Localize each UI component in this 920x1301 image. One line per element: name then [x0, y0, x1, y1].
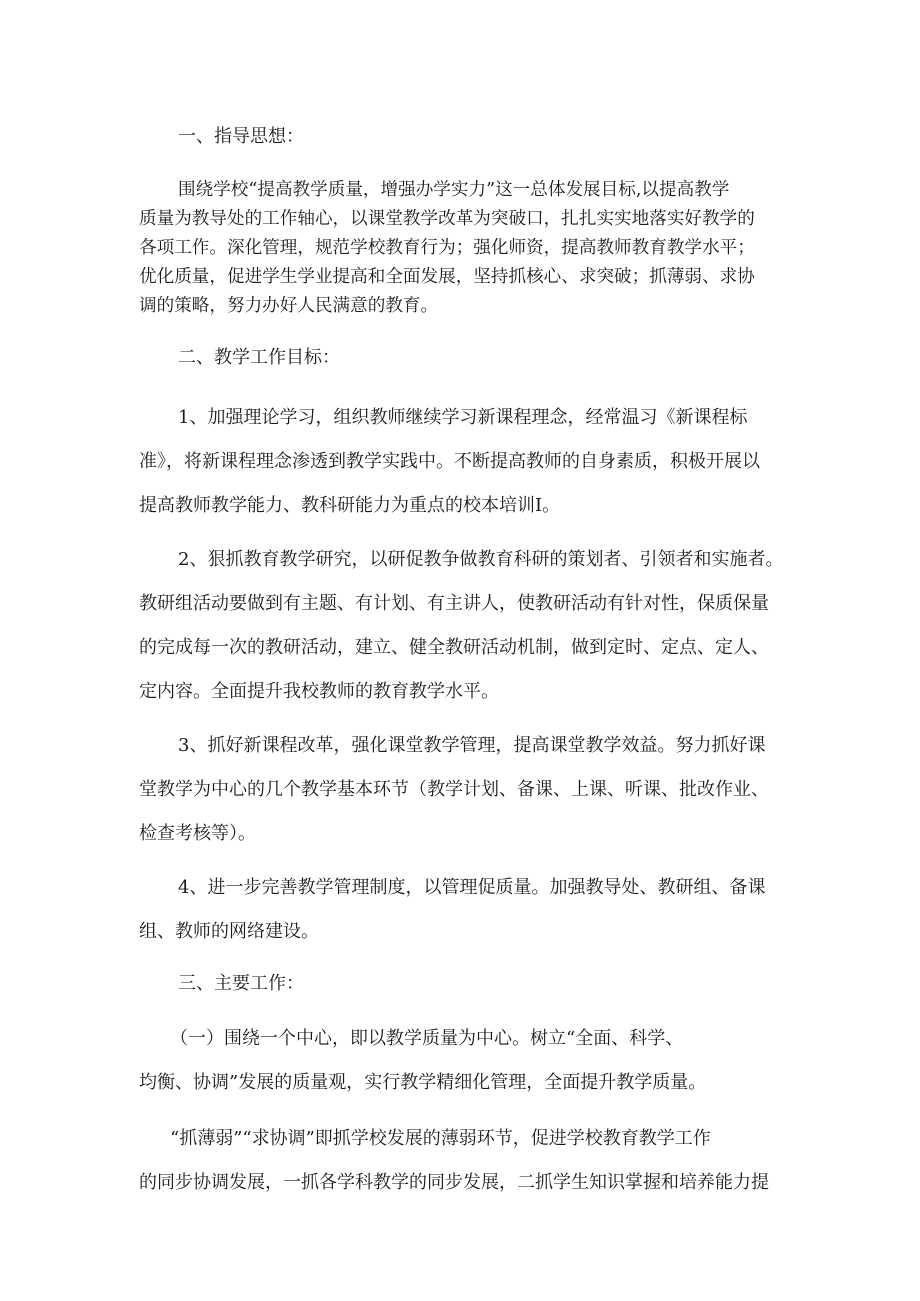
- goal-item-1-line: 提高教师教学能力、教科研能力为重点的校本培训Ⅰ。: [139, 495, 561, 516]
- goal-item-3-line: 3、抓好新课程改革，强化课堂教学管理，提高课堂教学效益。努力抓好课: [178, 735, 766, 756]
- goal-item-3-line: 堂教学为中心的几个教学基本环节（教学计划、备课、上课、听课、批改作业、: [139, 779, 769, 800]
- goal-item-1-line: 准》，将新课程理念渗透到教学实践中。不断提高教师的自身素质，积极开展以: [139, 451, 760, 472]
- paragraph-line: 各项工作。深化管理，规范学校教育行为；强化师资，提高教师教育教学水平；: [139, 238, 755, 258]
- paragraph-line: 调的策略，努力办好人民满意的教育。: [139, 296, 439, 316]
- main-work-para-line: “抓薄弱”“求协调”即抓学校发展的薄弱环节，促进学校教育教学工作: [170, 1128, 711, 1149]
- paragraph-line: 质量为教导处的工作轴心，以课堂教学改革为突破口，扎扎实实地落实好教学的: [139, 209, 755, 229]
- main-work-para-line: 的同步协调发展，一抓各学科教学的同步发展，二抓学生知识掌握和培养能力提: [139, 1172, 769, 1193]
- goal-item-1-line: 1、加强理论学习，组织教师继续学习新课程理念，经常温习《新课程标: [178, 407, 748, 428]
- goal-item-3-line: 检查考核等）。: [139, 823, 256, 844]
- goal-item-2-line: 定内容。全面提升我校教师的教育教学水平。: [139, 681, 499, 702]
- goal-item-2-line: 2、狠抓教育教学研究，以研促教争做教育科研的策划者、引领者和实施者。: [178, 549, 784, 570]
- paragraph-line: 优化质量，促进学生学业提高和全面发展，坚持抓核心、求突破；抓薄弱、求协: [139, 267, 755, 287]
- paragraph-line: 围绕学校“提高教学质量，增强办学实力”这一总体发展目标,以提高教学: [178, 180, 730, 200]
- main-work-sub1-line: （一）围绕一个中心，即以教学质量为中心。树立“全面、科学、: [170, 1028, 684, 1049]
- goal-item-4-line: 4、进一步完善教学管理制度，以管理促质量。加强教导处、教研组、备课: [178, 877, 766, 898]
- main-work-sub1-line: 均衡、协调”发展的质量观，实行教学精细化管理，全面提升教学质量。: [139, 1072, 707, 1093]
- goal-item-4-line: 组、教师的网络建设。: [139, 921, 319, 942]
- section-heading-guiding-ideology: 一、指导思想：: [178, 126, 304, 147]
- section-heading-main-work: 三、主要工作：: [178, 973, 304, 994]
- section-heading-teaching-goals: 二、教学工作目标：: [178, 347, 340, 368]
- goal-item-2-line: 教研组活动要做到有主题、有计划、有主讲人，使教研活动有针对性，保质保量: [139, 593, 769, 614]
- goal-item-2-line: 的完成每一次的教研活动，建立、健全教研活动机制，做到定时、定点、定人、: [139, 637, 769, 658]
